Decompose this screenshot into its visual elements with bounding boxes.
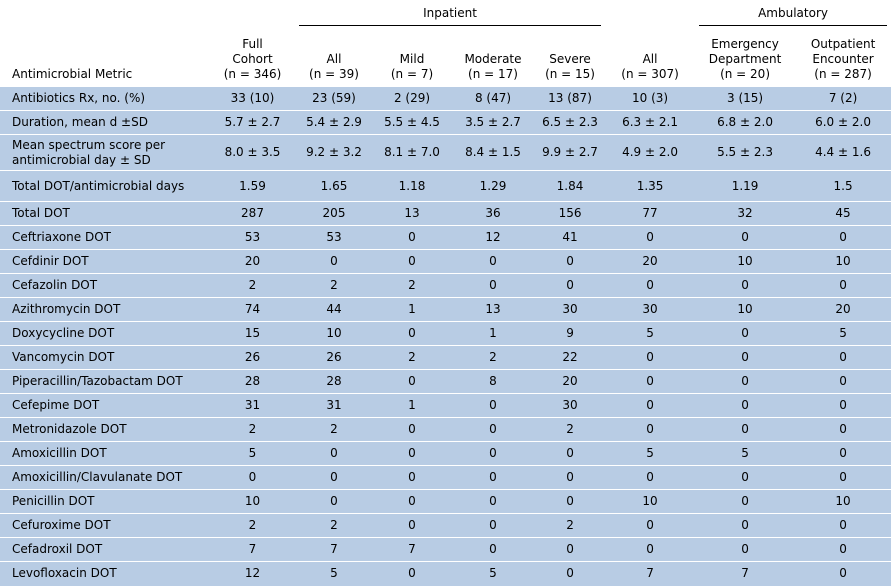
value-cell: 0	[605, 346, 695, 370]
value-cell: 0	[605, 418, 695, 442]
table-row	[0, 442, 891, 466]
value-cell: 6.0 ± 2.0	[795, 111, 891, 135]
value-cell: 10 (3)	[605, 87, 695, 111]
table-row	[0, 538, 891, 562]
value-cell: 30	[535, 298, 605, 322]
value-cell: 1.29	[451, 171, 535, 202]
value-cell: 205	[295, 202, 373, 226]
value-cell: 31	[210, 394, 295, 418]
value-cell: 13 (87)	[535, 87, 605, 111]
value-cell: 5	[295, 562, 373, 586]
value-cell: 0	[695, 370, 795, 394]
value-cell: 0	[373, 490, 451, 514]
metric-cell: Antibiotics Rx, no. (%)	[0, 87, 210, 111]
value-cell: 20	[535, 370, 605, 394]
value-cell: 7	[295, 538, 373, 562]
metric-cell: Cefadroxil DOT	[0, 538, 210, 562]
value-cell: 77	[605, 202, 695, 226]
value-cell: 0	[695, 226, 795, 250]
column-header-row	[0, 26, 891, 87]
value-cell: 44	[295, 298, 373, 322]
value-cell: 0	[795, 274, 891, 298]
value-cell: 5.5 ± 2.3	[695, 135, 795, 171]
table-row	[0, 226, 891, 250]
table-row	[0, 322, 891, 346]
header-line: Emergency	[711, 37, 779, 51]
value-cell: 7	[605, 562, 695, 586]
table-row	[0, 466, 891, 490]
value-cell: 9.9 ± 2.7	[535, 135, 605, 171]
value-cell: 0	[535, 538, 605, 562]
value-cell: 4.4 ± 1.6	[795, 135, 891, 171]
value-cell: 0	[295, 442, 373, 466]
header-line: (n = 15)	[545, 67, 595, 81]
value-cell: 5	[795, 322, 891, 346]
value-cell: 5.4 ± 2.9	[295, 111, 373, 135]
value-cell: 8.4 ± 1.5	[451, 135, 535, 171]
value-cell: 1	[451, 322, 535, 346]
value-cell: 0	[695, 490, 795, 514]
value-cell: 20	[605, 250, 695, 274]
header-col-8	[795, 26, 891, 87]
metric-cell: Levofloxacin DOT	[0, 562, 210, 586]
value-cell: 1.84	[535, 171, 605, 202]
value-cell: 0	[451, 514, 535, 538]
value-cell: 5.5 ± 4.5	[373, 111, 451, 135]
table-row	[0, 346, 891, 370]
metric-cell: Total DOT/antimicrobial days	[0, 171, 210, 202]
value-cell: 0	[605, 466, 695, 490]
value-cell: 30	[605, 298, 695, 322]
value-cell: 4.9 ± 2.0	[605, 135, 695, 171]
value-cell: 0	[373, 226, 451, 250]
value-cell: 0	[451, 442, 535, 466]
value-cell: 0	[373, 250, 451, 274]
value-cell: 10	[695, 250, 795, 274]
value-cell: 2	[210, 514, 295, 538]
table-row	[0, 514, 891, 538]
value-cell: 0	[210, 466, 295, 490]
header-col-1	[210, 26, 295, 87]
value-cell: 0	[795, 370, 891, 394]
value-cell: 0	[373, 442, 451, 466]
value-cell: 2	[295, 274, 373, 298]
value-cell: 5.7 ± 2.7	[210, 111, 295, 135]
value-cell: 0	[605, 394, 695, 418]
value-cell: 0	[695, 514, 795, 538]
header-col-3	[373, 26, 451, 87]
header-line: (n = 7)	[390, 67, 434, 81]
value-cell: 2	[535, 418, 605, 442]
value-cell: 7	[210, 538, 295, 562]
value-cell: 53	[210, 226, 295, 250]
value-cell: 28	[210, 370, 295, 394]
value-cell: 31	[295, 394, 373, 418]
value-cell: 0	[795, 466, 891, 490]
value-cell: 0	[373, 562, 451, 586]
value-cell: 0	[795, 394, 891, 418]
value-cell: 0	[451, 466, 535, 490]
value-cell: 20	[210, 250, 295, 274]
value-cell: 8 (47)	[451, 87, 535, 111]
group-inpatient: Inpatient	[299, 6, 601, 26]
table-header	[0, 0, 891, 87]
header-metric	[0, 26, 210, 87]
header-col-7	[695, 26, 795, 87]
table-row	[0, 135, 891, 171]
value-cell: 26	[210, 346, 295, 370]
value-cell: 3.5 ± 2.7	[451, 111, 535, 135]
header-line: Moderate	[464, 52, 522, 66]
value-cell: 7	[373, 538, 451, 562]
value-cell: 0	[373, 514, 451, 538]
value-cell: 2	[535, 514, 605, 538]
metric-cell: Cefuroxime DOT	[0, 514, 210, 538]
table-row	[0, 250, 891, 274]
value-cell: 0	[795, 514, 891, 538]
value-cell: 15	[210, 322, 295, 346]
metric-cell: Penicillin DOT	[0, 490, 210, 514]
value-cell: 1.18	[373, 171, 451, 202]
table-row	[0, 111, 891, 135]
value-cell: 0	[535, 466, 605, 490]
value-cell: 0	[605, 514, 695, 538]
value-cell: 23 (59)	[295, 87, 373, 111]
header-line: Severe	[549, 52, 591, 66]
metric-cell: Ceftriaxone DOT	[0, 226, 210, 250]
metric-cell: Piperacillin/Tazobactam DOT	[0, 370, 210, 394]
value-cell: 0	[605, 370, 695, 394]
table-row	[0, 274, 891, 298]
value-cell: 1	[373, 394, 451, 418]
header-line: (n = 39)	[309, 67, 359, 81]
value-cell: 1.65	[295, 171, 373, 202]
header-line: Antimicrobial Metric	[12, 67, 133, 81]
value-cell: 0	[451, 538, 535, 562]
value-cell: 0	[605, 274, 695, 298]
value-cell: 1.5	[795, 171, 891, 202]
metric-cell: Cefepime DOT	[0, 394, 210, 418]
metric-cell: Cefazolin DOT	[0, 274, 210, 298]
header-line: All	[326, 52, 342, 66]
value-cell: 1.19	[695, 171, 795, 202]
value-cell: 7 (2)	[795, 87, 891, 111]
value-cell: 0	[695, 538, 795, 562]
value-cell: 6.3 ± 2.1	[605, 111, 695, 135]
value-cell: 10	[210, 490, 295, 514]
value-cell: 0	[795, 538, 891, 562]
table-row	[0, 87, 891, 111]
value-cell: 2	[210, 274, 295, 298]
value-cell: 8.1 ± 7.0	[373, 135, 451, 171]
value-cell: 45	[795, 202, 891, 226]
value-cell: 0	[373, 322, 451, 346]
table-body	[0, 87, 891, 586]
value-cell: 12	[210, 562, 295, 586]
value-cell: 0	[451, 394, 535, 418]
value-cell: 10	[795, 250, 891, 274]
value-cell: 0	[695, 394, 795, 418]
header-line: Cohort	[232, 52, 273, 66]
value-cell: 2 (29)	[373, 87, 451, 111]
table-row	[0, 490, 891, 514]
header-col-6	[605, 26, 695, 87]
value-cell: 2	[373, 274, 451, 298]
value-cell: 30	[535, 394, 605, 418]
value-cell: 5	[451, 562, 535, 586]
header-line: (n = 307)	[621, 67, 679, 81]
value-cell: 13	[373, 202, 451, 226]
value-cell: 20	[795, 298, 891, 322]
value-cell: 7	[695, 562, 795, 586]
value-cell: 22	[535, 346, 605, 370]
value-cell: 74	[210, 298, 295, 322]
value-cell: 0	[535, 274, 605, 298]
value-cell: 41	[535, 226, 605, 250]
value-cell: 156	[535, 202, 605, 226]
header-line: Full	[242, 37, 263, 51]
table-row	[0, 370, 891, 394]
value-cell: 0	[535, 490, 605, 514]
metric-cell: Duration, mean d ±SD	[0, 111, 210, 135]
value-cell: 5	[210, 442, 295, 466]
group-header-row	[0, 0, 891, 26]
value-cell: 32	[695, 202, 795, 226]
value-cell: 3 (15)	[695, 87, 795, 111]
value-cell: 9.2 ± 3.2	[295, 135, 373, 171]
header-col-4	[451, 26, 535, 87]
value-cell: 0	[295, 466, 373, 490]
header-col-5	[535, 26, 605, 87]
value-cell: 36	[451, 202, 535, 226]
value-cell: 0	[373, 418, 451, 442]
value-cell: 33 (10)	[210, 87, 295, 111]
header-line: (n = 287)	[814, 67, 872, 81]
value-cell: 0	[451, 274, 535, 298]
header-line: Outpatient	[810, 37, 876, 51]
value-cell: 13	[451, 298, 535, 322]
value-cell: 10	[605, 490, 695, 514]
header-col-2	[295, 26, 373, 87]
value-cell: 5	[695, 442, 795, 466]
value-cell: 0	[451, 250, 535, 274]
value-cell: 0	[695, 346, 795, 370]
table-row	[0, 298, 891, 322]
table-row	[0, 418, 891, 442]
value-cell: 6.8 ± 2.0	[695, 111, 795, 135]
header-line: All	[642, 52, 658, 66]
metric-cell: Cefdinir DOT	[0, 250, 210, 274]
value-cell: 0	[695, 322, 795, 346]
value-cell: 0	[451, 418, 535, 442]
value-cell: 2	[295, 514, 373, 538]
metric-cell: Vancomycin DOT	[0, 346, 210, 370]
value-cell: 287	[210, 202, 295, 226]
header-line: (n = 346)	[223, 67, 282, 81]
value-cell: 10	[295, 322, 373, 346]
value-cell: 12	[451, 226, 535, 250]
value-cell: 0	[535, 562, 605, 586]
value-cell: 8.0 ± 3.5	[210, 135, 295, 171]
metric-cell: Amoxicillin DOT	[0, 442, 210, 466]
metric-cell: Doxycycline DOT	[0, 322, 210, 346]
header-line: Department	[708, 52, 782, 66]
value-cell: 10	[795, 490, 891, 514]
group-ambulatory: Ambulatory	[699, 6, 887, 26]
value-cell: 0	[373, 370, 451, 394]
value-cell: 53	[295, 226, 373, 250]
table-row	[0, 394, 891, 418]
value-cell: 2	[295, 418, 373, 442]
metric-cell: Amoxicillin/Clavulanate DOT	[0, 466, 210, 490]
value-cell: 0	[535, 250, 605, 274]
value-cell: 0	[795, 418, 891, 442]
value-cell: 0	[605, 226, 695, 250]
value-cell: 1	[373, 298, 451, 322]
table-row	[0, 202, 891, 226]
value-cell: 0	[295, 250, 373, 274]
value-cell: 0	[795, 346, 891, 370]
table-row	[0, 562, 891, 586]
value-cell: 5	[605, 322, 695, 346]
value-cell: 28	[295, 370, 373, 394]
value-cell: 0	[695, 418, 795, 442]
value-cell: 0	[795, 442, 891, 466]
value-cell: 1.35	[605, 171, 695, 202]
header-line: (n = 20)	[720, 67, 770, 81]
value-cell: 0	[695, 466, 795, 490]
value-cell: 0	[451, 490, 535, 514]
header-line: Mild	[399, 52, 425, 66]
value-cell: 9	[535, 322, 605, 346]
value-cell: 0	[295, 490, 373, 514]
value-cell: 0	[795, 562, 891, 586]
value-cell: 2	[451, 346, 535, 370]
table-row	[0, 171, 891, 202]
value-cell: 8	[451, 370, 535, 394]
metric-cell: Metronidazole DOT	[0, 418, 210, 442]
value-cell: 0	[795, 226, 891, 250]
value-cell: 2	[210, 418, 295, 442]
metric-cell: Total DOT	[0, 202, 210, 226]
value-cell: 26	[295, 346, 373, 370]
metric-cell: Azithromycin DOT	[0, 298, 210, 322]
value-cell: 6.5 ± 2.3	[535, 111, 605, 135]
metric-cell: Mean spectrum score per antimicrobial day ± SD	[0, 135, 210, 171]
value-cell: 1.59	[210, 171, 295, 202]
value-cell: 0	[535, 442, 605, 466]
value-cell: 0	[605, 538, 695, 562]
value-cell: 10	[695, 298, 795, 322]
value-cell: 5	[605, 442, 695, 466]
header-line: (n = 17)	[468, 67, 518, 81]
value-cell: 2	[373, 346, 451, 370]
header-line: Encounter	[812, 52, 874, 66]
value-cell: 0	[373, 466, 451, 490]
value-cell: 0	[695, 274, 795, 298]
